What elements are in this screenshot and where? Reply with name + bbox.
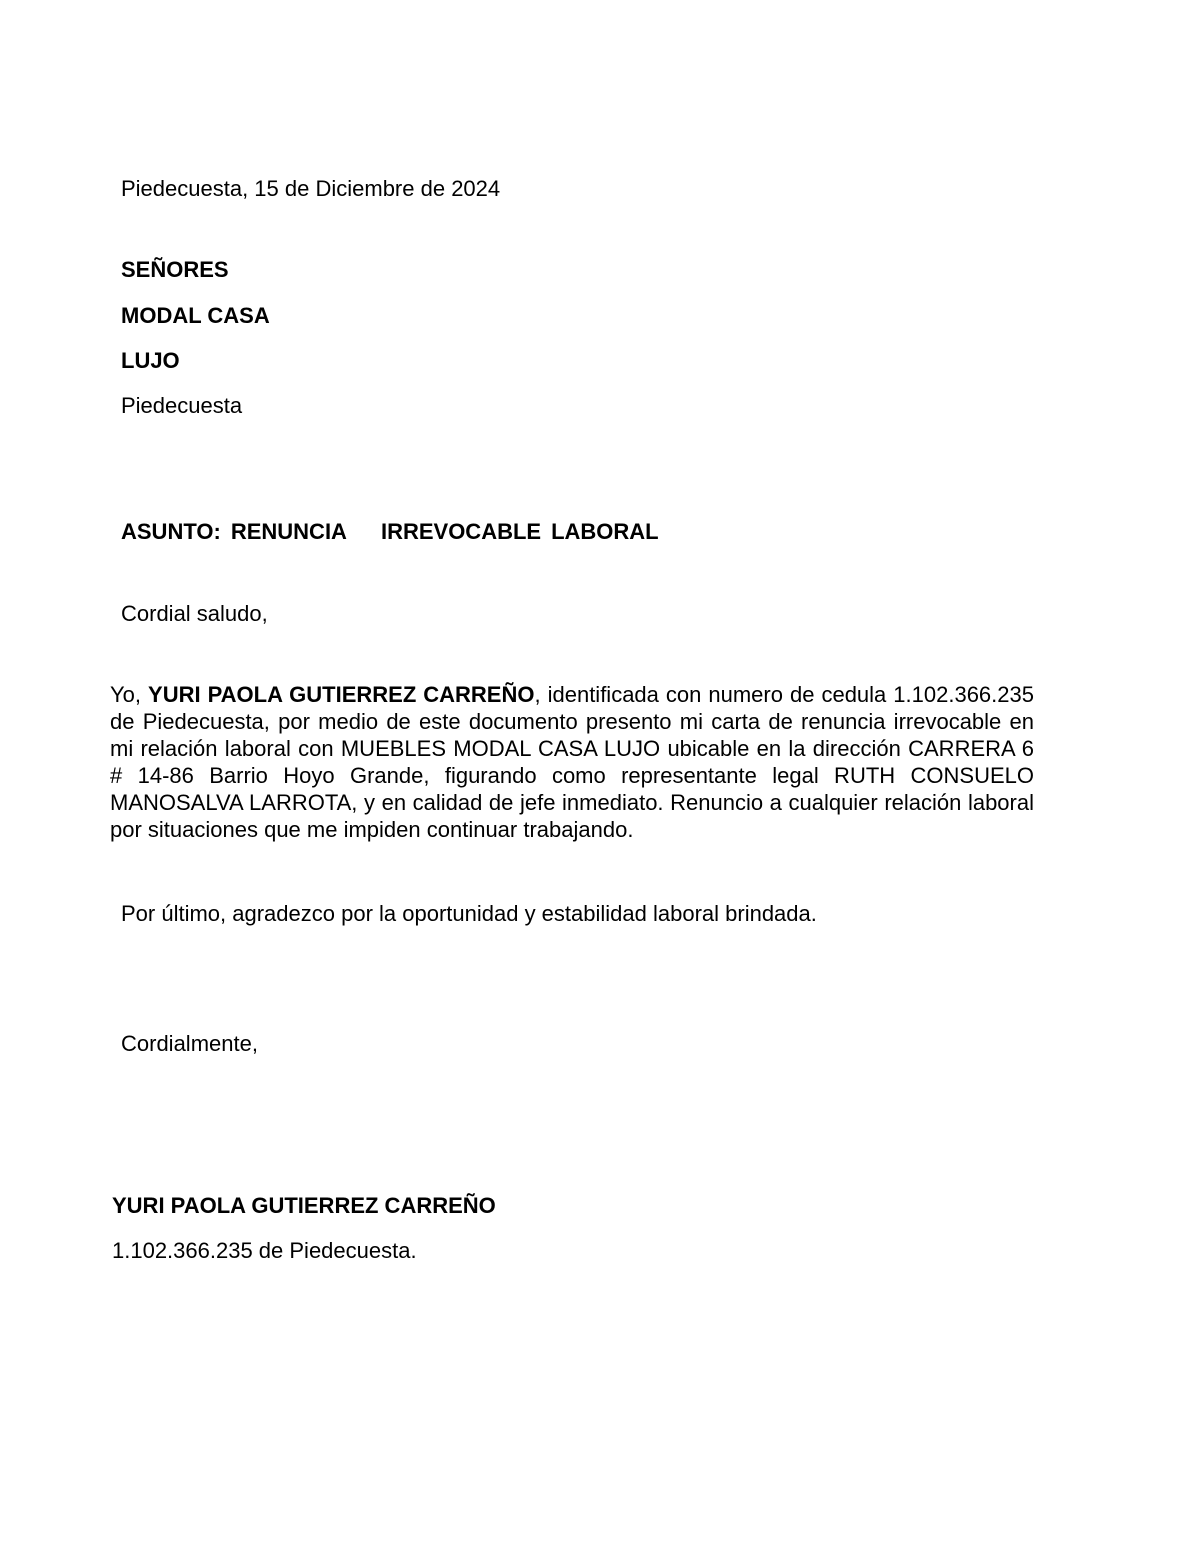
subject-word-2: IRREVOCABLE	[380, 519, 542, 544]
subject-word-1: RENUNCIA	[230, 519, 347, 544]
body-name: YURI PAOLA GUTIERREZ CARREÑO	[148, 682, 535, 707]
subject-word-3: LABORAL	[551, 519, 659, 544]
letter-body	[110, 681, 1034, 843]
letter-thanks: Por último, agradezco por la oportunidad y estabilidad laboral brindada.	[121, 901, 817, 926]
recipient-city: Piedecuesta	[121, 393, 243, 418]
body-prefix: Yo,	[110, 682, 149, 707]
recipient-line-3: LUJO	[121, 348, 180, 373]
body-text: , identificada con numero de cedula 1.102.366.235 de Piedecuesta, por medio de este documento presento mi carta de renuncia irrevocable en mi relación laboral con MUEBLES MODAL CASA LUJO ubicable en la dirección CARRERA 6 # 14-86 Barrio Hoyo Grande, figurando como representante legal RUTH CONSUELO MANOSALVA LARROTA, y en calidad de jefe inmediato. Renuncio a cualquier relación laboral por situaciones que me impiden continuar trabajando.	[110, 682, 1034, 842]
signature-id: 1.102.366.235 de Piedecuesta.	[112, 1238, 417, 1263]
subject-label: ASUNTO:	[121, 519, 221, 544]
letter-greeting: Cordial saludo,	[121, 601, 268, 626]
letter-subject	[121, 518, 659, 546]
recipient-line-2: MODAL CASA	[121, 303, 270, 328]
recipient-line-1: SEÑORES	[121, 257, 229, 282]
signature-name: YURI PAOLA GUTIERREZ CARREÑO	[112, 1193, 496, 1218]
letter-closing: Cordialmente,	[121, 1031, 258, 1056]
letter-date: Piedecuesta, 15 de Diciembre de 2024	[121, 176, 501, 201]
